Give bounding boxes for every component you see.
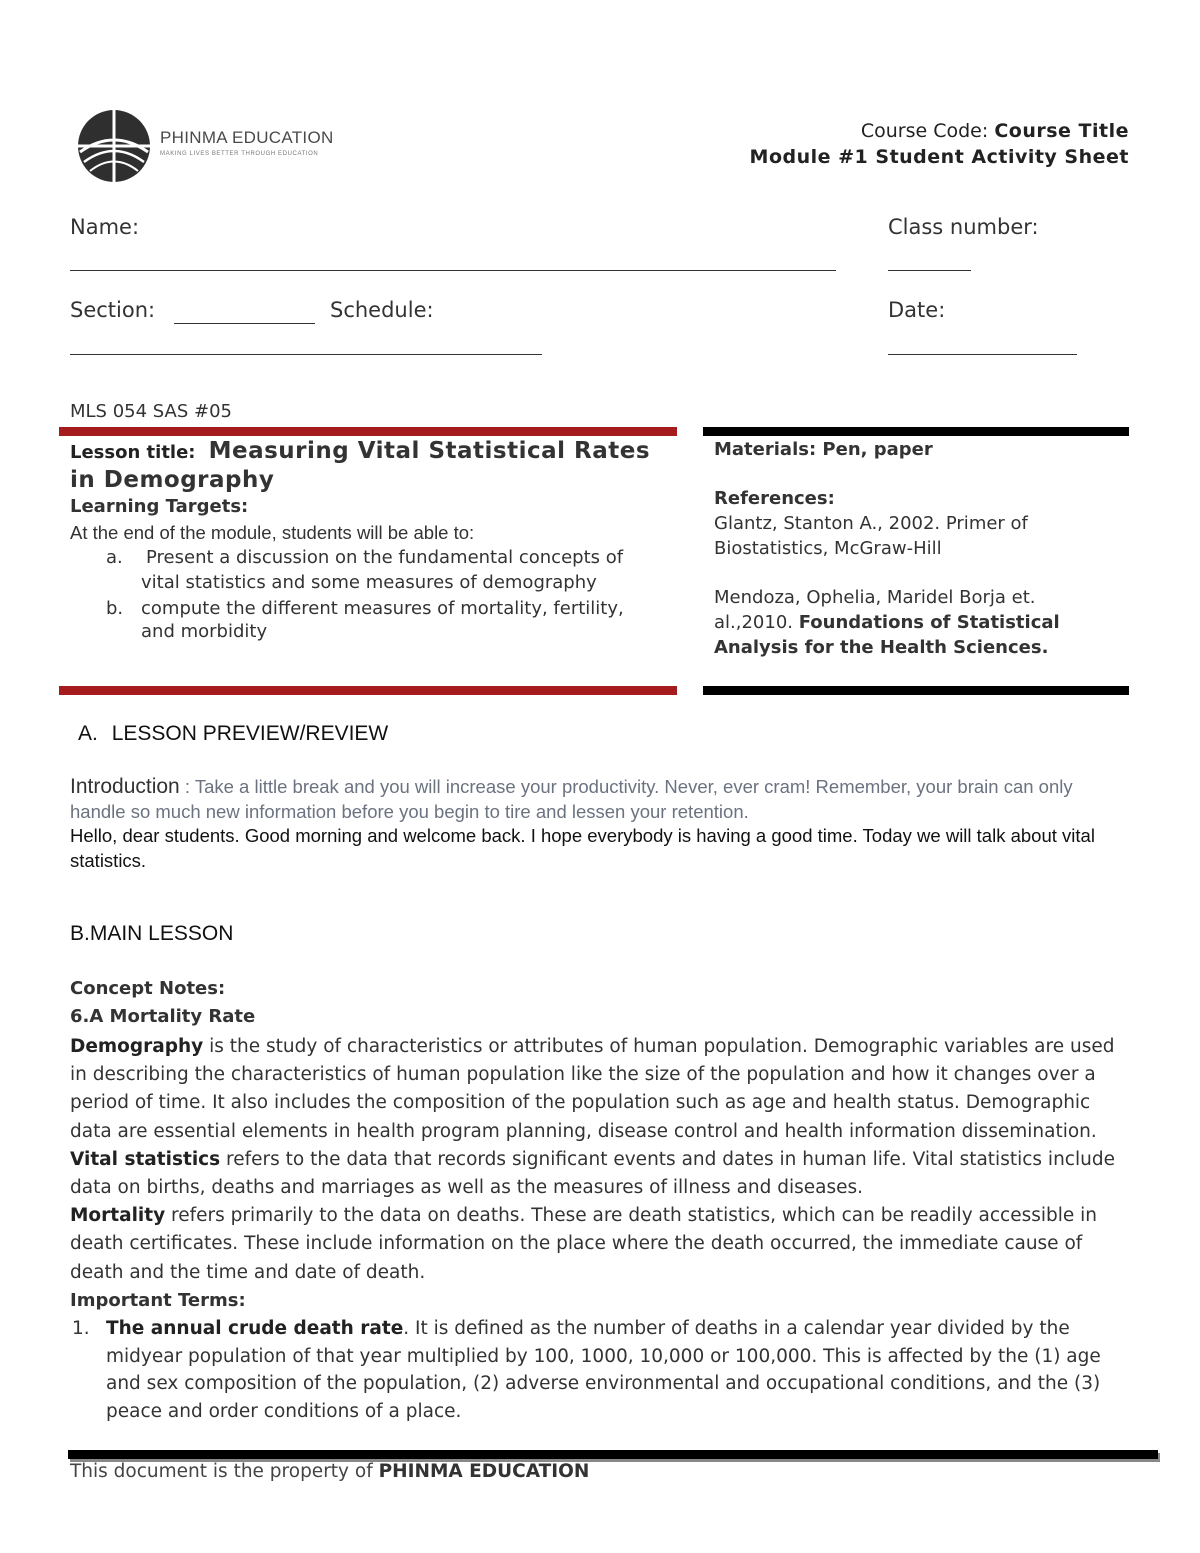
reference-2-year: al.,2010. <box>714 612 799 633</box>
lesson-title-row <box>70 438 670 466</box>
lesson-top-divider <box>59 427 677 436</box>
learning-targets-label: Learning Targets: <box>70 496 249 517</box>
vital-statistics-text: refers to the data that records significant events and dates in human life. Vital statistics include data on births, deaths and marriages as well as the measures of illness and diseases. <box>70 1148 1115 1199</box>
lesson-title-part2: in Demography <box>70 467 275 493</box>
reference-2-title-b: Analysis for the Health Sciences. <box>714 637 1049 658</box>
name-field[interactable] <box>70 270 836 271</box>
reference-2-line2 <box>714 610 1124 635</box>
reference-2-title-a: Foundations of Statistical <box>798 612 1060 633</box>
lesson-bottom-divider <box>59 686 677 695</box>
reference-2-line1: Mendoza, Ophelia, Maridel Borja et. <box>714 587 1036 608</box>
materials-block <box>714 437 1124 660</box>
name-label: Name: <box>70 215 140 239</box>
term-1-item <box>70 1315 1132 1425</box>
logo-name: PHINMA EDUCATION <box>160 128 334 147</box>
demography-paragraph <box>70 1033 1132 1146</box>
introduction-paragraph <box>70 775 1130 873</box>
lesson-block <box>70 438 670 646</box>
section-a-title: LESSON PREVIEW/REVIEW <box>111 722 389 745</box>
sas-code: MLS 054 SAS #05 <box>70 401 232 422</box>
materials-bottom-divider <box>703 686 1129 695</box>
section-b-heading: B.MAIN LESSON <box>70 922 234 945</box>
logo-tagline: MAKING LIVES BETTER THROUGH EDUCATION <box>160 151 319 157</box>
module-line: Module #1 Student Activity Sheet <box>749 146 1129 168</box>
course-line <box>861 120 1129 142</box>
concept-notes-label: Concept Notes: <box>70 978 226 999</box>
course-code-label: Course Code: <box>860 120 989 142</box>
class-number-label: Class number: <box>888 215 1039 239</box>
learning-targets-intro: At the end of the module, students will be able to: <box>70 522 475 543</box>
target-text-b1: compute the different measures of mortality, fertility, <box>141 598 624 619</box>
references-label: References: <box>714 488 835 509</box>
materials-label: Materials: Pen, paper <box>714 439 933 460</box>
target-text-a1: Present a discussion on the fundamental concepts of <box>146 547 624 568</box>
reference-1-line2: Biostatistics, McGraw-Hill <box>714 538 942 559</box>
important-terms-label: Important Terms: <box>70 1289 246 1311</box>
reference-1-line1: Glantz, Stanton A., 2002. Primer of <box>714 513 1028 534</box>
mortality-rate-subtitle: 6.A Mortality Rate <box>70 1006 256 1027</box>
target-item-a <box>70 545 670 595</box>
date-label: Date: <box>888 298 946 322</box>
phinma-globe-logo-icon <box>74 108 154 186</box>
course-title: Course Title <box>994 120 1129 142</box>
target-marker-b: b. <box>106 598 124 619</box>
schedule-label: Schedule: <box>330 298 434 322</box>
vital-statistics-paragraph <box>70 1146 1132 1202</box>
schedule-field[interactable] <box>70 354 542 355</box>
footer-divider <box>68 1450 1158 1459</box>
introduction-sep: : <box>179 776 195 797</box>
introduction-label: Introduction <box>70 775 180 798</box>
main-lesson-body <box>70 1033 1132 1425</box>
footer-owner: PHINMA EDUCATION <box>378 1461 590 1482</box>
mortality-paragraph <box>70 1202 1132 1287</box>
demography-text: is the study of characteristics or attributes of human population. Demographic variables are used in describing the characteristics of human population like the size of the population and how it changes over a period of time. It also includes the composition of the population such as age and health status. Demographic data are essential elements in health program planning, disease control and health information dissemination. <box>70 1036 1115 1142</box>
target-text-b2: and morbidity <box>141 621 268 642</box>
section-label: Section: <box>70 298 156 322</box>
section-a-heading <box>78 722 388 746</box>
greeting-text: Hello, dear students. Good morning and welcome back. I hope everybody is having a good time. Today we will talk about vital statistics. <box>70 825 1095 871</box>
demography-term: Demography <box>70 1036 204 1057</box>
lesson-title-part1: Measuring Vital Statistical Rates <box>208 438 651 464</box>
lesson-title-label: Lesson title: <box>70 442 196 463</box>
date-field[interactable] <box>888 354 1077 355</box>
phinma-logo <box>74 108 154 186</box>
mortality-term: Mortality <box>70 1205 166 1227</box>
footer-property: This document is the property of <box>70 1461 379 1482</box>
section-a-marker: A. <box>78 722 98 745</box>
term-1-text: . It is defined as the number of deaths in a calendar year divided by the midyear population of that year multiplied by 100, 1000, 10,000 or 100,000. This is affected by the (1) age and sex composition of the population, (2) adverse environmental and occupational conditions, and the (3) peace and order conditions of a place. <box>106 1318 1101 1422</box>
target-marker-a: a. <box>106 547 123 568</box>
vital-statistics-term: Vital statistics <box>70 1148 221 1170</box>
introduction-quote: Take a little break and you will increase your productivity. Never, ever cram! Remember, your brain can only handle so much new information before you begin to tire and lessen your retention. <box>70 776 1073 822</box>
term-1-name: The annual crude death rate <box>106 1318 404 1340</box>
materials-top-divider <box>703 427 1129 436</box>
footer-text <box>70 1461 589 1482</box>
mortality-text: refers primarily to the data on deaths. These are death statistics, which can be readily accessible in death certificates. These include information on the place where the death occurred, the immediate cause of death and the time and date of death. <box>70 1205 1098 1283</box>
section-field[interactable] <box>174 323 315 324</box>
target-text-a2: vital statistics and some measures of demography <box>141 572 597 593</box>
class-number-field[interactable] <box>888 270 971 271</box>
target-item-b <box>70 596 670 646</box>
term-1-marker: 1. <box>72 1318 90 1340</box>
